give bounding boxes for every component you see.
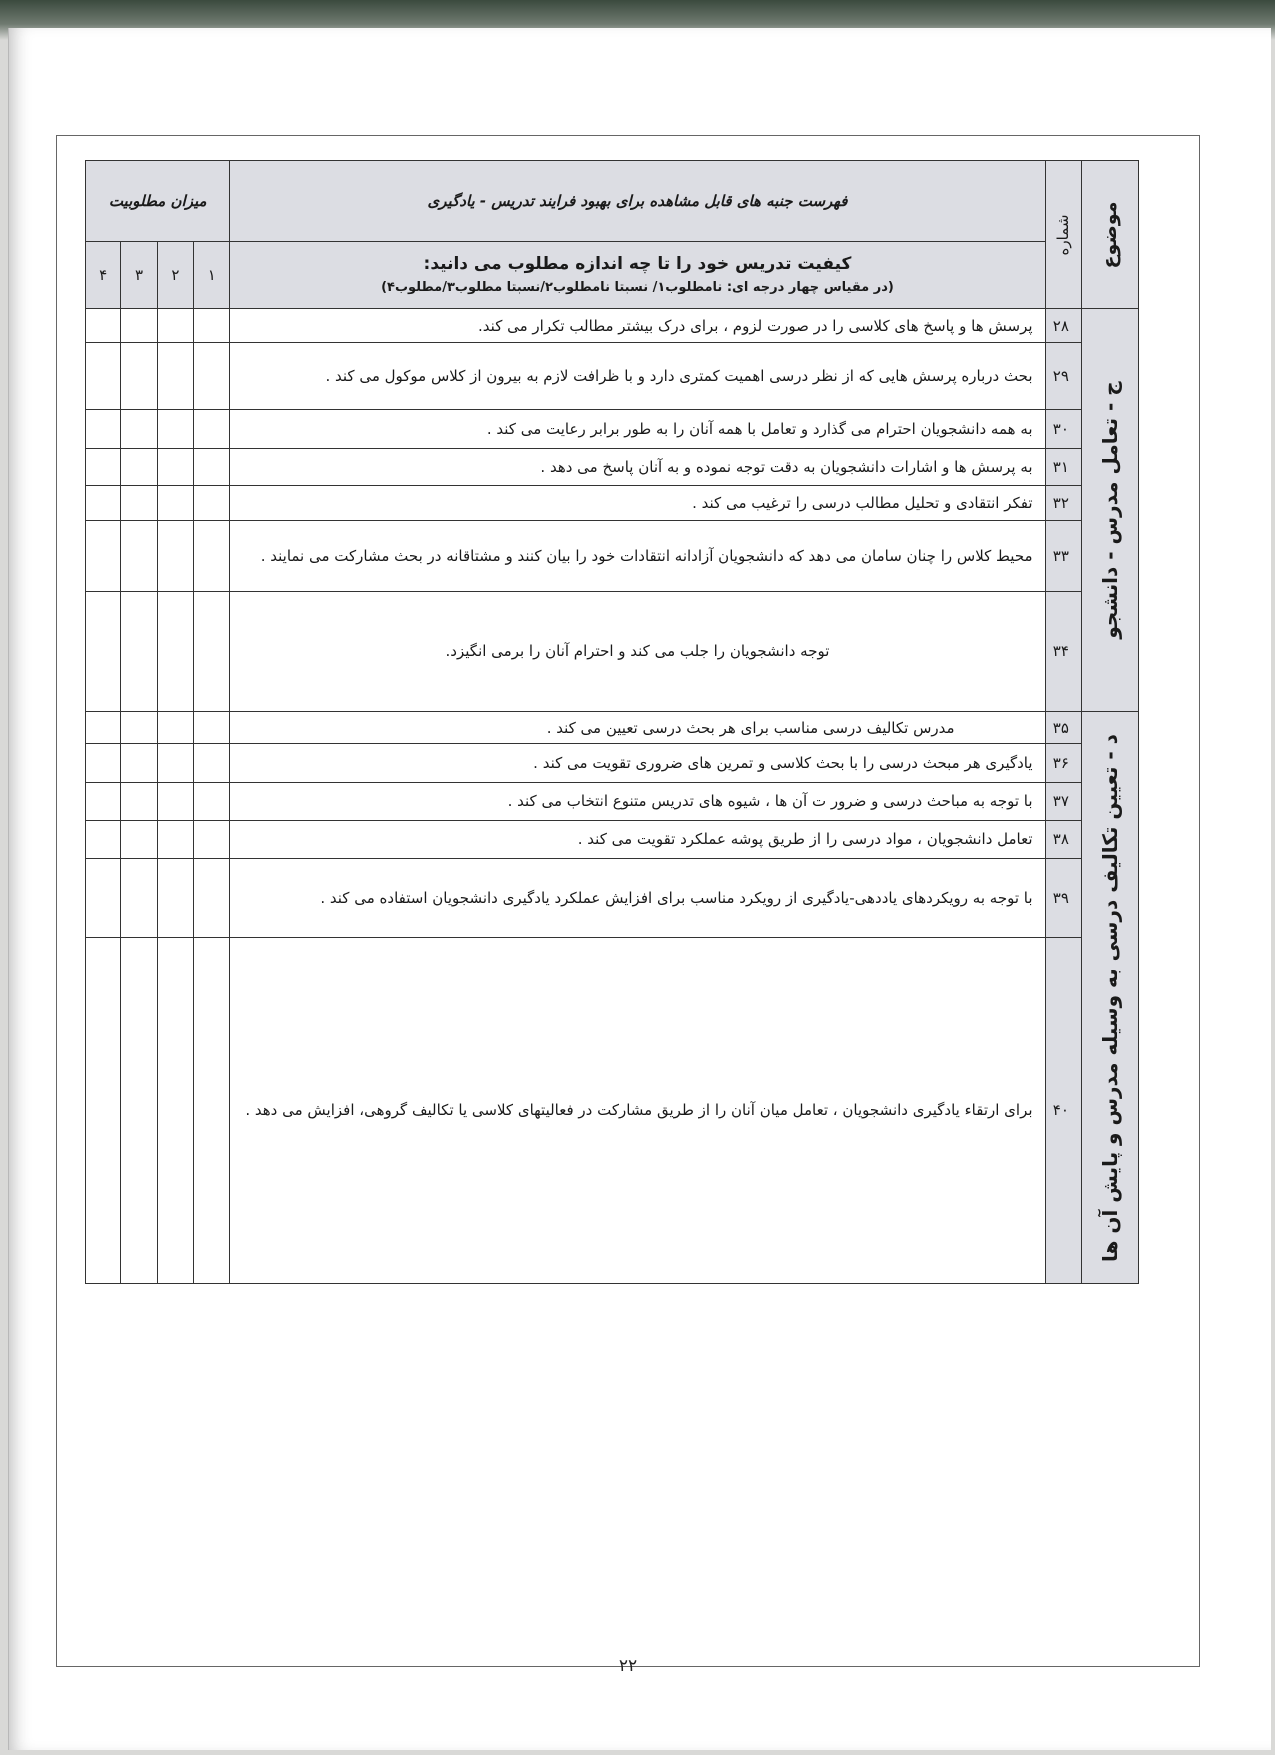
item-number: ۳۲ [1045,486,1081,521]
rating-box-1[interactable] [194,859,230,938]
header-row-title [86,161,1139,242]
topic-header: موضوع [1081,161,1138,309]
item-text: تفکر انتقادی و تحلیل مطالب درسی را ترغیب می کند . [230,486,1045,521]
item-text: تعامل دانشجویان ، مواد درسی را از طریق پوشه عملکرد تقویت می کند . [230,820,1045,858]
item-text: بحث درباره پرسش هایی که از نظر درسی اهمیت کمتری دارد و با ظرافت لازم به بیرون از کلاس موکول می کند . [230,343,1045,409]
rating-box-3[interactable] [121,309,157,343]
rating-box-3[interactable] [121,820,157,858]
rating-box-1[interactable] [194,409,230,448]
rating-box-4[interactable] [86,820,121,858]
rating-box-2[interactable] [157,309,193,343]
rating-box-4[interactable] [86,486,121,521]
item-text: با توجه به رویکردهای یاددهی-یادگیری از رویکرد مناسب برای افزایش عملکرد یادگیری دانشجویان استفاده می کند . [230,859,1045,938]
scale-4: ۴ [86,241,121,308]
rating-box-1[interactable] [194,448,230,485]
rating-box-1[interactable] [194,486,230,521]
rating-box-2[interactable] [157,343,193,409]
rating-box-4[interactable] [86,409,121,448]
table-row [86,409,1139,448]
rating-box-3[interactable] [121,409,157,448]
item-text: محیط کلاس را چنان سامان می دهد که دانشجویان آزادانه انتقادات خود را بیان کنند و مشتاقانه در بحث مشارکت می نمایند . [230,521,1045,591]
rating-box-4[interactable] [86,309,121,343]
rating-box-2[interactable] [157,591,193,711]
rating-box-1[interactable] [194,591,230,711]
page-number: ۲۲ [618,1656,638,1676]
table-row [86,712,1139,744]
question-text: کیفیت تدریس خود را تا چه اندازه مطلوب می دانید: [423,253,852,274]
table-title: فهرست جنبه های قابل مشاهده برای بهبود فرایند تدریس - یادگیری [230,161,1045,242]
item-number: ۴۰ [1045,937,1081,1283]
rating-box-2[interactable] [157,521,193,591]
rating-box-1[interactable] [194,343,230,409]
rating-box-4[interactable] [86,782,121,820]
rating-box-3[interactable] [121,521,157,591]
table-row [86,486,1139,521]
rating-box-4[interactable] [86,859,121,938]
rating-box-2[interactable] [157,409,193,448]
rating-box-3[interactable] [121,937,157,1283]
section-topic: د - تعیین تکالیف درسی به وسیله مدرس و پایش آن ها [1081,712,1138,1284]
rating-box-4[interactable] [86,343,121,409]
rating-box-3[interactable] [121,859,157,938]
item-number: ۳۵ [1045,712,1081,744]
table-row [86,859,1139,938]
scale-3: ۳ [121,241,157,308]
table-row [86,448,1139,485]
section-topic: ج - تعامل مدرس - دانشجو [1081,309,1138,712]
rating-header: میزان مطلوبیت [86,161,230,242]
item-text: برای ارتقاء یادگیری دانشجویان ، تعامل میان آنان را از طریق مشارکت در فعالیتهای کلاسی یا تکالیف گروهی، افزایش می دهد . [230,937,1045,1283]
rating-box-2[interactable] [157,782,193,820]
table-row [86,820,1139,858]
item-number: ۳۸ [1045,820,1081,858]
rating-box-4[interactable] [86,448,121,485]
table-row [86,343,1139,409]
item-number: ۳۴ [1045,591,1081,711]
rating-box-2[interactable] [157,820,193,858]
rating-box-1[interactable] [194,309,230,343]
rating-box-1[interactable] [194,820,230,858]
table-row [86,937,1139,1283]
rating-box-4[interactable] [86,712,121,744]
rating-box-1[interactable] [194,744,230,782]
item-number: ۳۷ [1045,782,1081,820]
rating-box-2[interactable] [157,744,193,782]
rating-box-3[interactable] [121,782,157,820]
rating-box-1[interactable] [194,521,230,591]
rating-box-4[interactable] [86,591,121,711]
number-header: شماره [1045,161,1081,309]
table-row [86,521,1139,591]
table-row [86,744,1139,782]
rating-box-4[interactable] [86,521,121,591]
item-text: با توجه به مباحث درسی و ضرور ت آن ها ، شیوه های تدریس متنوع انتخاب می کند . [230,782,1045,820]
rating-box-3[interactable] [121,448,157,485]
item-number: ۳۹ [1045,859,1081,938]
rating-box-3[interactable] [121,591,157,711]
rating-box-3[interactable] [121,744,157,782]
rating-box-3[interactable] [121,486,157,521]
item-number: ۲۹ [1045,343,1081,409]
item-text: یادگیری هر مبحث درسی را با بحث کلاسی و تمرین های ضروری تقویت می کند . [230,744,1045,782]
header-row-question [86,241,1139,308]
item-text: پرسش ها و پاسخ های کلاسی را در صورت لزوم ، برای درک بیشتر مطالب تکرار می کند. [230,309,1045,343]
item-text: به پرسش ها و اشارات دانشجویان به دقت توجه نموده و به آنان پاسخ می دهد . [230,448,1045,485]
item-number: ۳۳ [1045,521,1081,591]
table-row [86,782,1139,820]
rating-box-2[interactable] [157,486,193,521]
scale-note: (در مقیاس چهار درجه ای: نامطلوب۱/ نسبتا نامطلوب۲/نسبتا مطلوب۳/مطلوب۴) [381,280,894,296]
rating-box-2[interactable] [157,712,193,744]
rating-box-2[interactable] [157,937,193,1283]
item-text: توجه دانشجویان را جلب می کند و احترام آنان را برمی انگیزد. [230,591,1045,711]
item-number: ۳۱ [1045,448,1081,485]
rating-box-1[interactable] [194,937,230,1283]
rating-box-1[interactable] [194,782,230,820]
item-text: مدرس تکالیف درسی مناسب برای هر بحث درسی تعیین می کند . [230,712,1045,744]
rating-box-1[interactable] [194,712,230,744]
table-row [86,309,1139,343]
rating-box-2[interactable] [157,448,193,485]
item-number: ۳۶ [1045,744,1081,782]
rating-box-4[interactable] [86,937,121,1283]
scale-1: ۱ [194,241,230,308]
scale-2: ۲ [157,241,193,308]
rating-box-2[interactable] [157,859,193,938]
rating-box-3[interactable] [121,712,157,744]
item-number: ۳۰ [1045,409,1081,448]
table-row [86,591,1139,711]
question-cell [230,241,1045,308]
item-text: به همه دانشجویان احترام می گذارد و تعامل با همه آنان را به طور برابر رعایت می کند . [230,409,1045,448]
rating-box-3[interactable] [121,343,157,409]
item-number: ۲۸ [1045,309,1081,343]
observation-table [85,160,1139,1284]
rating-box-4[interactable] [86,744,121,782]
